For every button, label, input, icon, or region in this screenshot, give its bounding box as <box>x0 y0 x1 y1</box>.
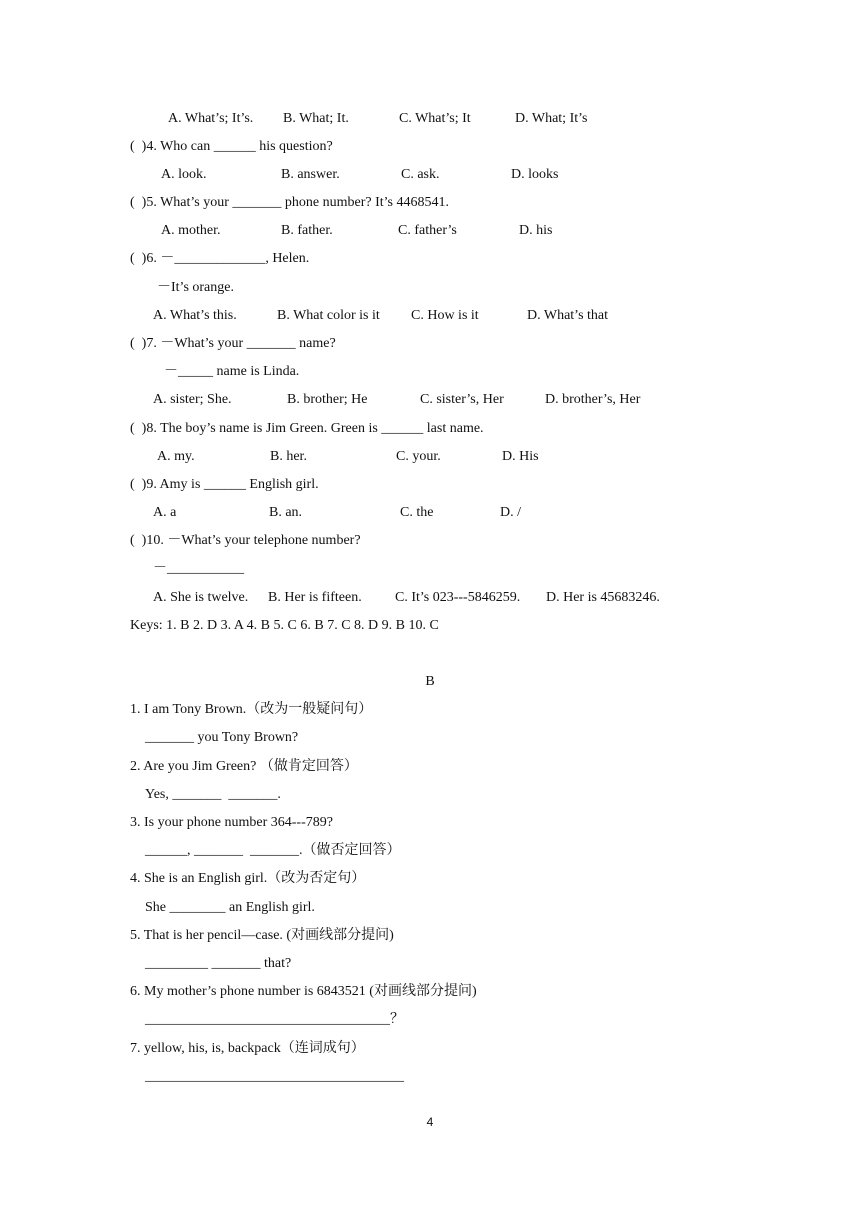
q9-option-c: C. the <box>400 505 434 520</box>
answer-keys: Keys: 1. B 2. D 3. A 4. B 5. C 6. B 7. C 8. D 9. B 10. C <box>130 618 439 633</box>
q5-option-c: C. father’s <box>398 223 457 238</box>
b2-answer-line: Yes, _______ _______. <box>145 787 281 802</box>
q7-option-c: C. sister’s, Her <box>420 392 504 407</box>
b2-question: 2. Are you Jim Green? （做肯定回答） <box>130 759 358 774</box>
q7-stem: ( )7. －What’s your _______ name? <box>130 336 336 351</box>
q5-option-a: A. mother. <box>161 223 221 238</box>
q8-option-d: D. His <box>502 449 539 464</box>
q10-option-d: D. Her is 45683246. <box>546 590 660 605</box>
q8-stem: ( )8. The boy’s name is Jim Green. Green is ______ last name. <box>130 421 484 436</box>
q10-option-c: C. It’s 023---5846259. <box>395 590 521 605</box>
q9-option-b: B. an. <box>269 505 303 520</box>
b5-answer-line: _________ _______ that? <box>145 956 292 971</box>
q9-option-d: D. / <box>500 505 521 520</box>
q7-reply: －_____ name is Linda. <box>164 364 300 379</box>
q6-option-b: B. What color is it <box>277 308 380 323</box>
q4-stem: ( )4. Who can ______ his question? <box>130 139 333 154</box>
q5-option-d: D. his <box>519 223 553 238</box>
q8-option-a: A. my. <box>157 449 195 464</box>
b6-answer-line: ___________________________________？ <box>145 1012 404 1027</box>
b4-question: 4. She is an English girl.（改为否定句） <box>130 871 366 886</box>
q7-option-a: A. sister; She. <box>153 392 232 407</box>
q4-option-d: D. looks <box>511 167 559 182</box>
q7-option-d: D. brother’s, Her <box>545 392 641 407</box>
b3-question: 3. Is your phone number 364---789? <box>130 815 333 830</box>
q9-stem: ( )9. Amy is ______ English girl. <box>130 477 319 492</box>
q8-option-c: C. your. <box>396 449 441 464</box>
b6-question: 6. My mother’s phone number is 6843521 (对画线部分提问) <box>130 984 477 999</box>
q3-option-b: B. What; It. <box>283 111 349 126</box>
b1-answer-line: _______ you Tony Brown? <box>145 730 299 745</box>
q10-option-b: B. Her is fifteen. <box>268 590 362 605</box>
q6-option-d: D. What’s that <box>527 308 609 323</box>
b7-question: 7. yellow, his, is, backpack（连词成句） <box>130 1041 365 1056</box>
q3-option-c: C. What’s; It <box>399 111 471 126</box>
q5-stem: ( )5. What’s your _______ phone number? It’s 4468541. <box>130 195 449 210</box>
b7-answer-line: _____________________________________ <box>145 1069 404 1084</box>
q6-stem: ( )6. －_____________, Helen. <box>130 251 310 266</box>
q6-option-c: C. How is it <box>411 308 479 323</box>
q10-reply: －___________ <box>153 561 244 576</box>
q8-option-b: B. her. <box>270 449 307 464</box>
b4-answer-line: She ________ an English girl. <box>145 900 315 915</box>
page-number: 4 <box>426 1115 434 1129</box>
q7-option-b: B. brother; He <box>287 392 368 407</box>
q6-reply: －It’s orange. <box>157 280 234 295</box>
q6-option-a: A. What’s this. <box>153 308 237 323</box>
b5-question: 5. That is her pencil—case. (对画线部分提问) <box>130 928 394 943</box>
q5-option-b: B. father. <box>281 223 333 238</box>
q10-option-a: A. She is twelve. <box>153 590 249 605</box>
q10-stem: ( )10. －What’s your telephone number? <box>130 533 361 548</box>
b3-answer-line: ______, _______ _______.（做否定回答） <box>145 843 401 858</box>
q9-option-a: A. a <box>153 505 177 520</box>
q4-option-a: A. look. <box>161 167 207 182</box>
q4-option-c: C. ask. <box>401 167 440 182</box>
section-b-heading: B <box>425 674 435 689</box>
q4-option-b: B. answer. <box>281 167 340 182</box>
q3-option-a: A. What’s; It’s. <box>168 111 254 126</box>
q3-option-d: D. What; It’s <box>515 111 588 126</box>
b1-question: 1. I am Tony Brown.（改为一般疑问句） <box>130 702 373 717</box>
